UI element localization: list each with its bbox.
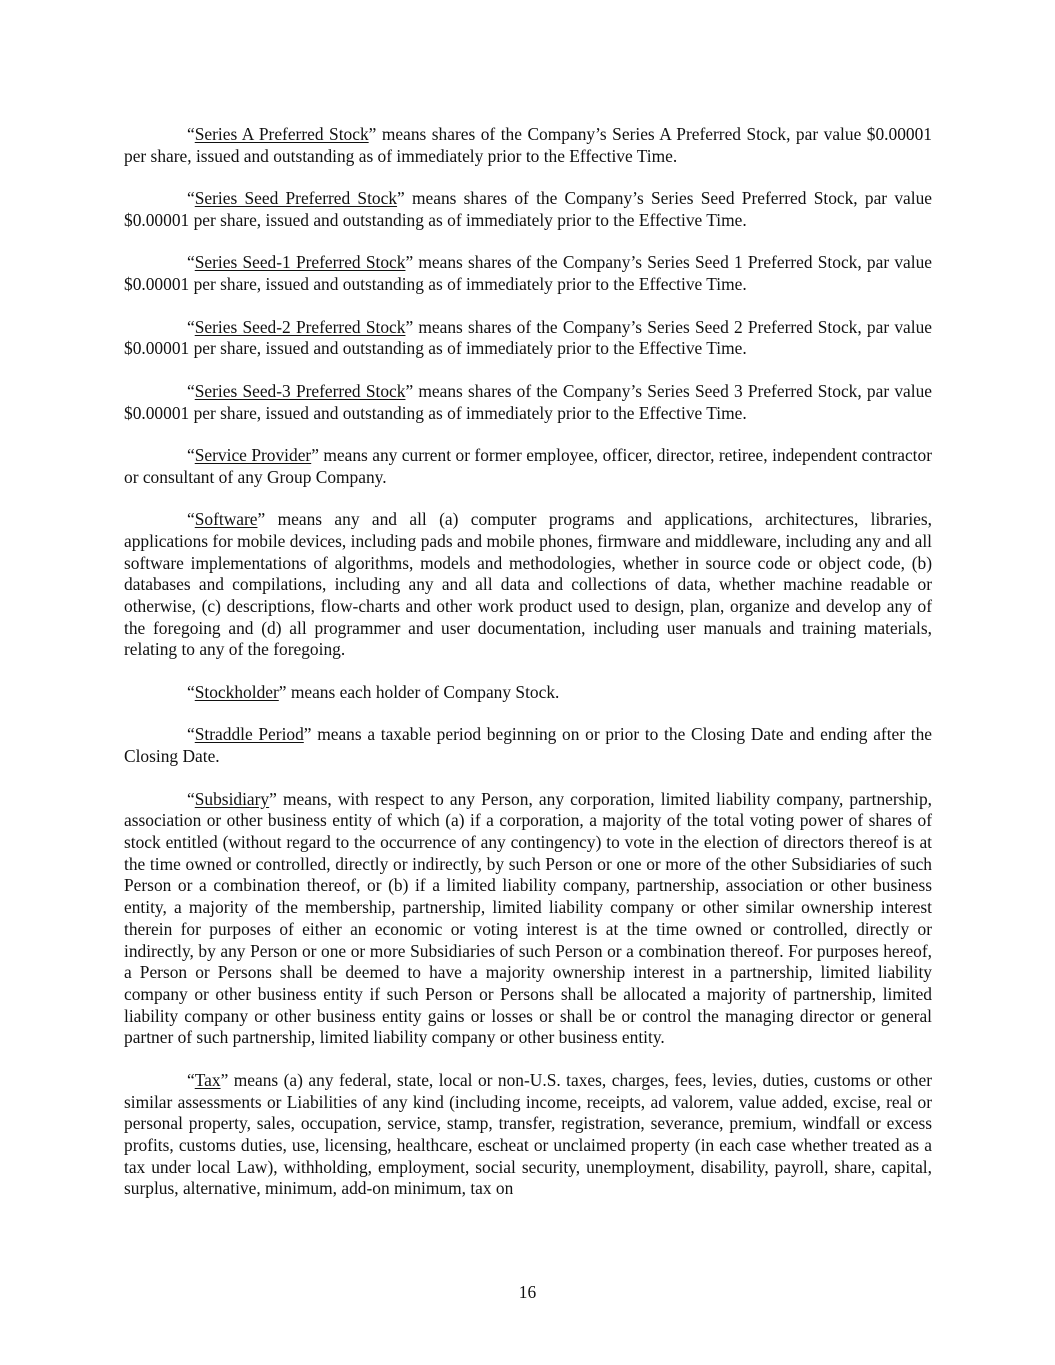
definition-text: ” means any current or former employee, officer, director, retiree, independent contractor or consultant of any Group Company. — [124, 445, 932, 487]
definition-straddle-period: “Straddle Period” means a taxable period beginning on or prior to the Closing Date and ending after the Closing Date. — [124, 724, 932, 767]
definition-tax: “Tax” means (a) any federal, state, local or non-U.S. taxes, charges, fees, levies, duties, customs or other similar assessments or Liabilities of any kind (including income, receipts, ad valorem, value added, excise, real or personal property, sales, occupation, service, stamp, transfer, registration, severance, premium, windfall or excess profits, customs duties, use, licensing, healthcare, escheat or unclaimed property (in each case whether treated as a tax under local Law), withholding, employment, social security, unemployment, disability, payroll, share, capital, surplus, alternative, minimum, add-on minimum, tax on — [124, 1069, 932, 1199]
defined-term: Series Seed-2 Preferred Stock — [194, 316, 406, 337]
definition-software: “Software” means any and all (a) computer programs and applications, architectures, libraries, applications for mobile devices, including pads and mobile phones, firmware and middleware, including any and all software implementations of algorithms, models and methodologies, whether in source code or object code, (b) databases and compilations, including any and all data and collections of data, whether machine readable or otherwise, (c) descriptions, flow-charts and other work product used to design, plan, organize and develop any of the foregoing and (d) all programmer and user documentation, including user manuals and training materials, relating to any of the foregoing. — [124, 509, 932, 660]
definition-text: ” means each holder of Company Stock. — [278, 681, 560, 702]
definition-service-provider: “Service Provider” means any current or former employee, officer, director, retiree, independent contractor or consultant of any Group Company. — [124, 445, 932, 487]
document-page — [124, 124, 932, 1221]
defined-term: Service Provider — [194, 445, 312, 466]
definition-series-seed-1-preferred-stock: “Series Seed-1 Preferred Stock” means shares of the Company’s Series Seed 1 Preferred Stock, par value $0.00001 per share, issued and outstanding as of immediately prior to the Effective Time. — [124, 252, 933, 295]
definition-text: ” means shares of the Company’s Series Seed 1 Preferred Stock, par value $0.00001 per share, issued and outstanding as of immediately prior to the Effective Time. — [124, 252, 933, 295]
defined-term: Series Seed-1 Preferred Stock — [194, 252, 406, 273]
definition-series-seed-2-preferred-stock: “Series Seed-2 Preferred Stock” means shares of the Company’s Series Seed 2 Preferred Stock, par value $0.00001 per share, issued and outstanding as of immediately prior to the Effective Time. — [124, 316, 933, 359]
definition-series-a-preferred-stock: “Series A Preferred Stock” means shares of the Company’s Series A Preferred Stock, par value $0.00001 per share, issued and outstanding as of immediately prior to the Effective Time. — [124, 124, 932, 166]
definition-text: ” means any and all (a) computer programs and applications, architectures, libraries, applications for mobile devices, including pads and mobile phones, firmware and middleware, including any and all software implementations of algorithms, models and methodologies, whether in source code or object code, (b) databases and compilations, including any and all data and collections of data, whether machine readable or otherwise, (c) descriptions, flow-charts and other work product used to design, plan, organize and develop any of the foregoing and (d) all programmer and user documentation, including user manuals and training materials, relating to any of the foregoing. — [124, 509, 932, 660]
definition-text: ” means (a) any federal, state, local or non-U.S. taxes, charges, fees, levies, duties, customs or other similar assessments or Liabilities of any kind (including income, receipts, ad valorem, value added, excise, real or personal property, sales, occupation, service, stamp, transfer, registration, severance, premium, windfall or excess profits, customs duties, use, licensing, healthcare, escheat or unclaimed property (in each case whether treated as a tax under local Law), withholding, employment, social security, unemployment, disability, payroll, share, capital, surplus, alternative, minimum, add-on minimum, tax on — [124, 1069, 932, 1199]
defined-term: Stockholder — [194, 681, 279, 702]
definition-series-seed-preferred-stock: “Series Seed Preferred Stock” means shares of the Company’s Series Seed Preferred Stock, par value $0.00001 per share, issued and outstanding as of immediately prior to the Effective Time. — [124, 188, 932, 230]
defined-term: Tax — [194, 1069, 221, 1090]
definition-text: ” means shares of the Company’s Series Seed 2 Preferred Stock, par value $0.00001 per share, issued and outstanding as of immediately prior to the Effective Time. — [124, 316, 933, 359]
definition-text: ” means shares of the Company’s Series A Preferred Stock, par value $0.00001 per share, issued and outstanding as of immediately prior to the Effective Time. — [124, 124, 932, 166]
defined-term: Series Seed Preferred Stock — [194, 188, 398, 209]
page-number: 16 — [518, 1282, 537, 1302]
definition-text: ” means a taxable period beginning on or prior to the Closing Date and ending after the Closing Date. — [124, 724, 932, 767]
defined-term: Subsidiary — [194, 788, 270, 809]
defined-term: Straddle Period — [194, 724, 304, 745]
definition-series-seed-3-preferred-stock: “Series Seed-3 Preferred Stock” means shares of the Company’s Series Seed 3 Preferred Stock, par value $0.00001 per share, issued and outstanding as of immediately prior to the Effective Time. — [124, 380, 933, 423]
definition-text: ” means shares of the Company’s Series Seed Preferred Stock, par value $0.00001 per share, issued and outstanding as of immediately prior to the Effective Time. — [124, 188, 932, 230]
defined-term: Series A Preferred Stock — [194, 124, 369, 144]
definition-stockholder: “Stockholder” means each holder of Company Stock. — [187, 681, 560, 702]
defined-term: Software — [194, 509, 258, 530]
definition-subsidiary: “Subsidiary” means, with respect to any Person, any corporation, limited liability company, partnership, association or other business entity of which (a) if a corporation, a majority of the total voting power of shares of stock entitled (without regard to the occurrence of any contingency) to vote in the election of directors thereof is at the time owned or controlled, directly or indirectly, by such Person or one or more of the other Subsidiaries of such Person or a combination thereof, or (b) if a limited liability company, partnership, association or other business entity, a majority of the membership, partnership, limited liability company or other similar ownership interest therein for purposes of either an economic or voting interest is at the time owned or controlled, directly or indirectly, by any Person or one or more Subsidiaries of such Person or a combination thereof. For purposes hereof, a Person or Persons shall be deemed to have a majority ownership interest in a partnership, limited liability company or other business entity if such Person or Persons shall be allocated a majority of partnership, limited liability company or other business entity gains or losses or shall be or control the managing director or general partner of such partnership, limited liability company or other business entity. — [124, 788, 932, 1048]
definition-text: ” means, with respect to any Person, any corporation, limited liability company, partnership, association or other business entity of which (a) if a corporation, a majority of the total voting power of shares of stock entitled (without regard to the occurrence of any contingency) to vote in the election of directors thereof is at the time owned or controlled, directly or indirectly, by such Person or one or more of the other Subsidiaries of such Person or a combination thereof, or (b) if a limited liability company, partnership, association or other business entity, a majority of the membership, partnership, limited liability company or other similar ownership interest therein for purposes of either an economic or voting interest is at the time owned or controlled, directly or indirectly, by any Person or one or more Subsidiaries of such Person or a combination thereof. For purposes hereof, a Person or Persons shall be deemed to have a majority ownership interest in a partnership, limited liability company or other business entity if such Person or Persons shall be allocated a majority of partnership, limited liability company or other business entity gains or losses or shall be or control the managing director or general partner of such partnership, limited liability company or other business entity. — [124, 788, 932, 1048]
defined-term: Series Seed-3 Preferred Stock — [194, 380, 406, 401]
definition-text: ” means shares of the Company’s Series Seed 3 Preferred Stock, par value $0.00001 per share, issued and outstanding as of immediately prior to the Effective Time. — [124, 380, 933, 423]
